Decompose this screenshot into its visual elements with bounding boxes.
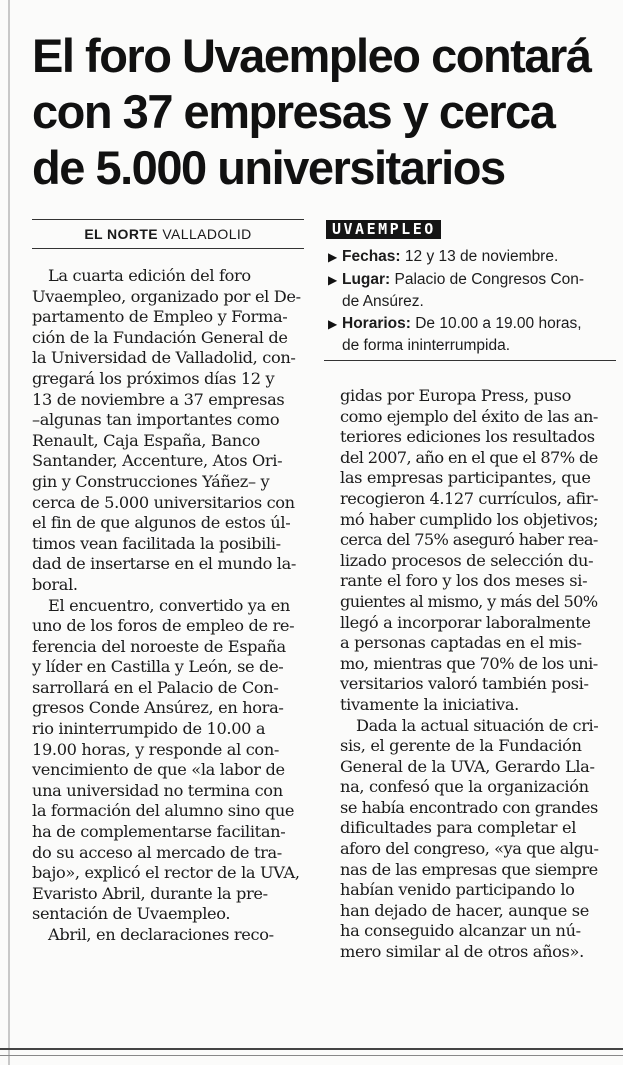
article-line: Uvaempleo, organizado por el De- — [32, 286, 301, 306]
article-line: Renault, Caja España, Banco — [32, 430, 260, 450]
article-line: mo, mientras que 70% de los uni- — [340, 653, 598, 673]
article-line: mero similar al de otros años». — [340, 942, 584, 962]
article-line: y líder en Castilla y León, se de- — [32, 657, 284, 677]
article-line: la formación del alumno sino que — [32, 801, 295, 821]
article-line: rante el foro y los dos meses si- — [340, 571, 588, 591]
article-line: habían venido participando lo — [340, 880, 575, 900]
article-line: do su acceso al mercado de tra- — [32, 842, 282, 862]
article-line: bajo», explicó el rector de la UVA, — [32, 863, 300, 883]
page-bottom-rule — [0, 1048, 623, 1050]
info-box — [324, 217, 616, 361]
article-line: na, confesó que la organización — [340, 777, 589, 797]
info-item-label: Fechas: — [342, 248, 401, 265]
article-line: tivamente la iniciativa. — [340, 694, 519, 714]
page-bottom-rule-thin — [0, 1055, 623, 1056]
article-line: cerca del 75% aseguró haber rea- — [340, 530, 598, 550]
article-line: sis, el gerente de la Fundación — [340, 736, 582, 756]
article-line: dad de insertarse en el mundo la- — [32, 554, 297, 574]
triangle-bullet-icon: ▶ — [328, 250, 338, 264]
headline-line-1: El foro Uvaempleo contará — [32, 29, 591, 82]
triangle-bullet-icon: ▶ — [328, 317, 338, 331]
scan-edge-shadow — [8, 0, 10, 1065]
article-line: rio ininterrumpido de 10.00 a — [32, 719, 266, 739]
article-line: La cuarta edición del foro — [48, 266, 251, 285]
article-line: vencimiento de que «la labor de — [32, 760, 285, 780]
article-line: la Universidad de Valladolid, con- — [32, 348, 296, 368]
info-item-text: Palacio de Congresos Con- — [390, 271, 585, 288]
article-line: se había encontrado con grandes — [340, 797, 598, 817]
article-line: guientes al mismo, y más del 50% — [340, 591, 598, 611]
article-line: del 2007, año en el que el 87% de — [340, 447, 598, 467]
info-box-title: UVAEMPLEO — [326, 220, 441, 239]
info-item-continuation: de forma ininterrumpida. — [342, 337, 510, 354]
article-line: Dada la actual situación de cri- — [356, 715, 599, 735]
article-line: a personas captadas en el mis- — [340, 633, 582, 653]
article-line: gresos Conde Ansúrez, en hora- — [32, 698, 284, 718]
info-item-hours — [328, 313, 616, 356]
article-line: recogieron 4.127 currículos, afir- — [340, 488, 599, 508]
article-line: nas de las empresas que siempre — [340, 859, 598, 879]
article-line: una universidad no termina con — [32, 780, 283, 800]
byline-location: VALLADOLID — [162, 226, 252, 242]
article-line: cerca de 5.000 universitarios con — [32, 492, 295, 512]
article-column-right — [340, 386, 598, 963]
info-item-label: Lugar: — [342, 271, 391, 288]
article-line: llegó a incorporar laboralmente — [340, 612, 591, 632]
article-column-left — [32, 266, 304, 946]
article-line: dificultades para completar el — [340, 818, 577, 838]
info-item-text: 12 y 13 de noviembre. — [400, 248, 559, 265]
article-line: lizado procesos de selección du- — [340, 550, 594, 570]
article-line: gidas por Europa Press, puso — [340, 386, 572, 405]
article-line: 13 de noviembre a 37 empresas — [32, 389, 285, 409]
article-line: ferencia del noroeste de España — [32, 636, 286, 656]
triangle-bullet-icon: ▶ — [328, 273, 338, 287]
article-line: el fin de que algunos de estos úl- — [32, 513, 291, 533]
article-line: Abril, en declaraciones reco- — [48, 925, 274, 944]
article-line: uno de los foros de empleo de re- — [32, 616, 295, 636]
article-line: versitarios valoró también posi- — [340, 674, 589, 694]
article-line: sentación de Uvaempleo. — [32, 904, 231, 924]
article-line: partamento de Empleo y Forma- — [32, 307, 288, 327]
article-line: timos vean facilitada la posibili- — [32, 533, 281, 553]
info-item-continuation: de Ansúrez. — [342, 293, 424, 310]
headline-line-2: con 37 empresas y cerca — [32, 85, 555, 138]
info-item-label: Horarios: — [342, 315, 411, 332]
article-line: ción de la Fundación General de — [32, 327, 288, 347]
article-line: Evaristo Abril, durante la pre- — [32, 883, 268, 903]
article-line: las empresas participantes, que — [340, 468, 591, 488]
article-line: aforo del congreso, «ya que algu- — [340, 839, 599, 859]
article-line: ha conseguido alcanzar un nú- — [340, 921, 581, 941]
article-line: El encuentro, convertido ya en — [48, 595, 291, 615]
article-line: sarrollará en el Palacio de Con- — [32, 677, 279, 697]
article-line: como ejemplo del éxito de las an- — [340, 406, 598, 426]
article-line: mó haber cumplido los objetivos; — [340, 509, 599, 529]
headline-line-3: de 5.000 universitarios — [32, 141, 505, 194]
article-line: teriores ediciones los resultados — [340, 427, 595, 447]
info-item-text: De 10.00 a 19.00 horas, — [410, 315, 582, 332]
article-line: Santander, Accenture, Atos Ori- — [32, 451, 283, 471]
info-item-place — [328, 269, 616, 312]
byline — [32, 219, 304, 249]
article-line: 19.00 horas, y responde al con- — [32, 739, 280, 759]
headline — [32, 28, 612, 196]
article-line: han dejado de hacer, aunque se — [340, 900, 589, 920]
byline-source: EL NORTE — [84, 226, 159, 242]
article-line: –algunas tan importantes como — [32, 410, 280, 430]
article-line: gin y Construcciones Yáñez– y — [32, 471, 270, 491]
article-line: gregará los próximos días 12 y — [32, 368, 275, 388]
article-line: ha de complementarse facilitan- — [32, 822, 286, 842]
article-line: boral. — [32, 574, 78, 594]
info-item-dates — [328, 246, 616, 268]
article-line: General de la UVA, Gerardo Lla- — [340, 756, 595, 776]
